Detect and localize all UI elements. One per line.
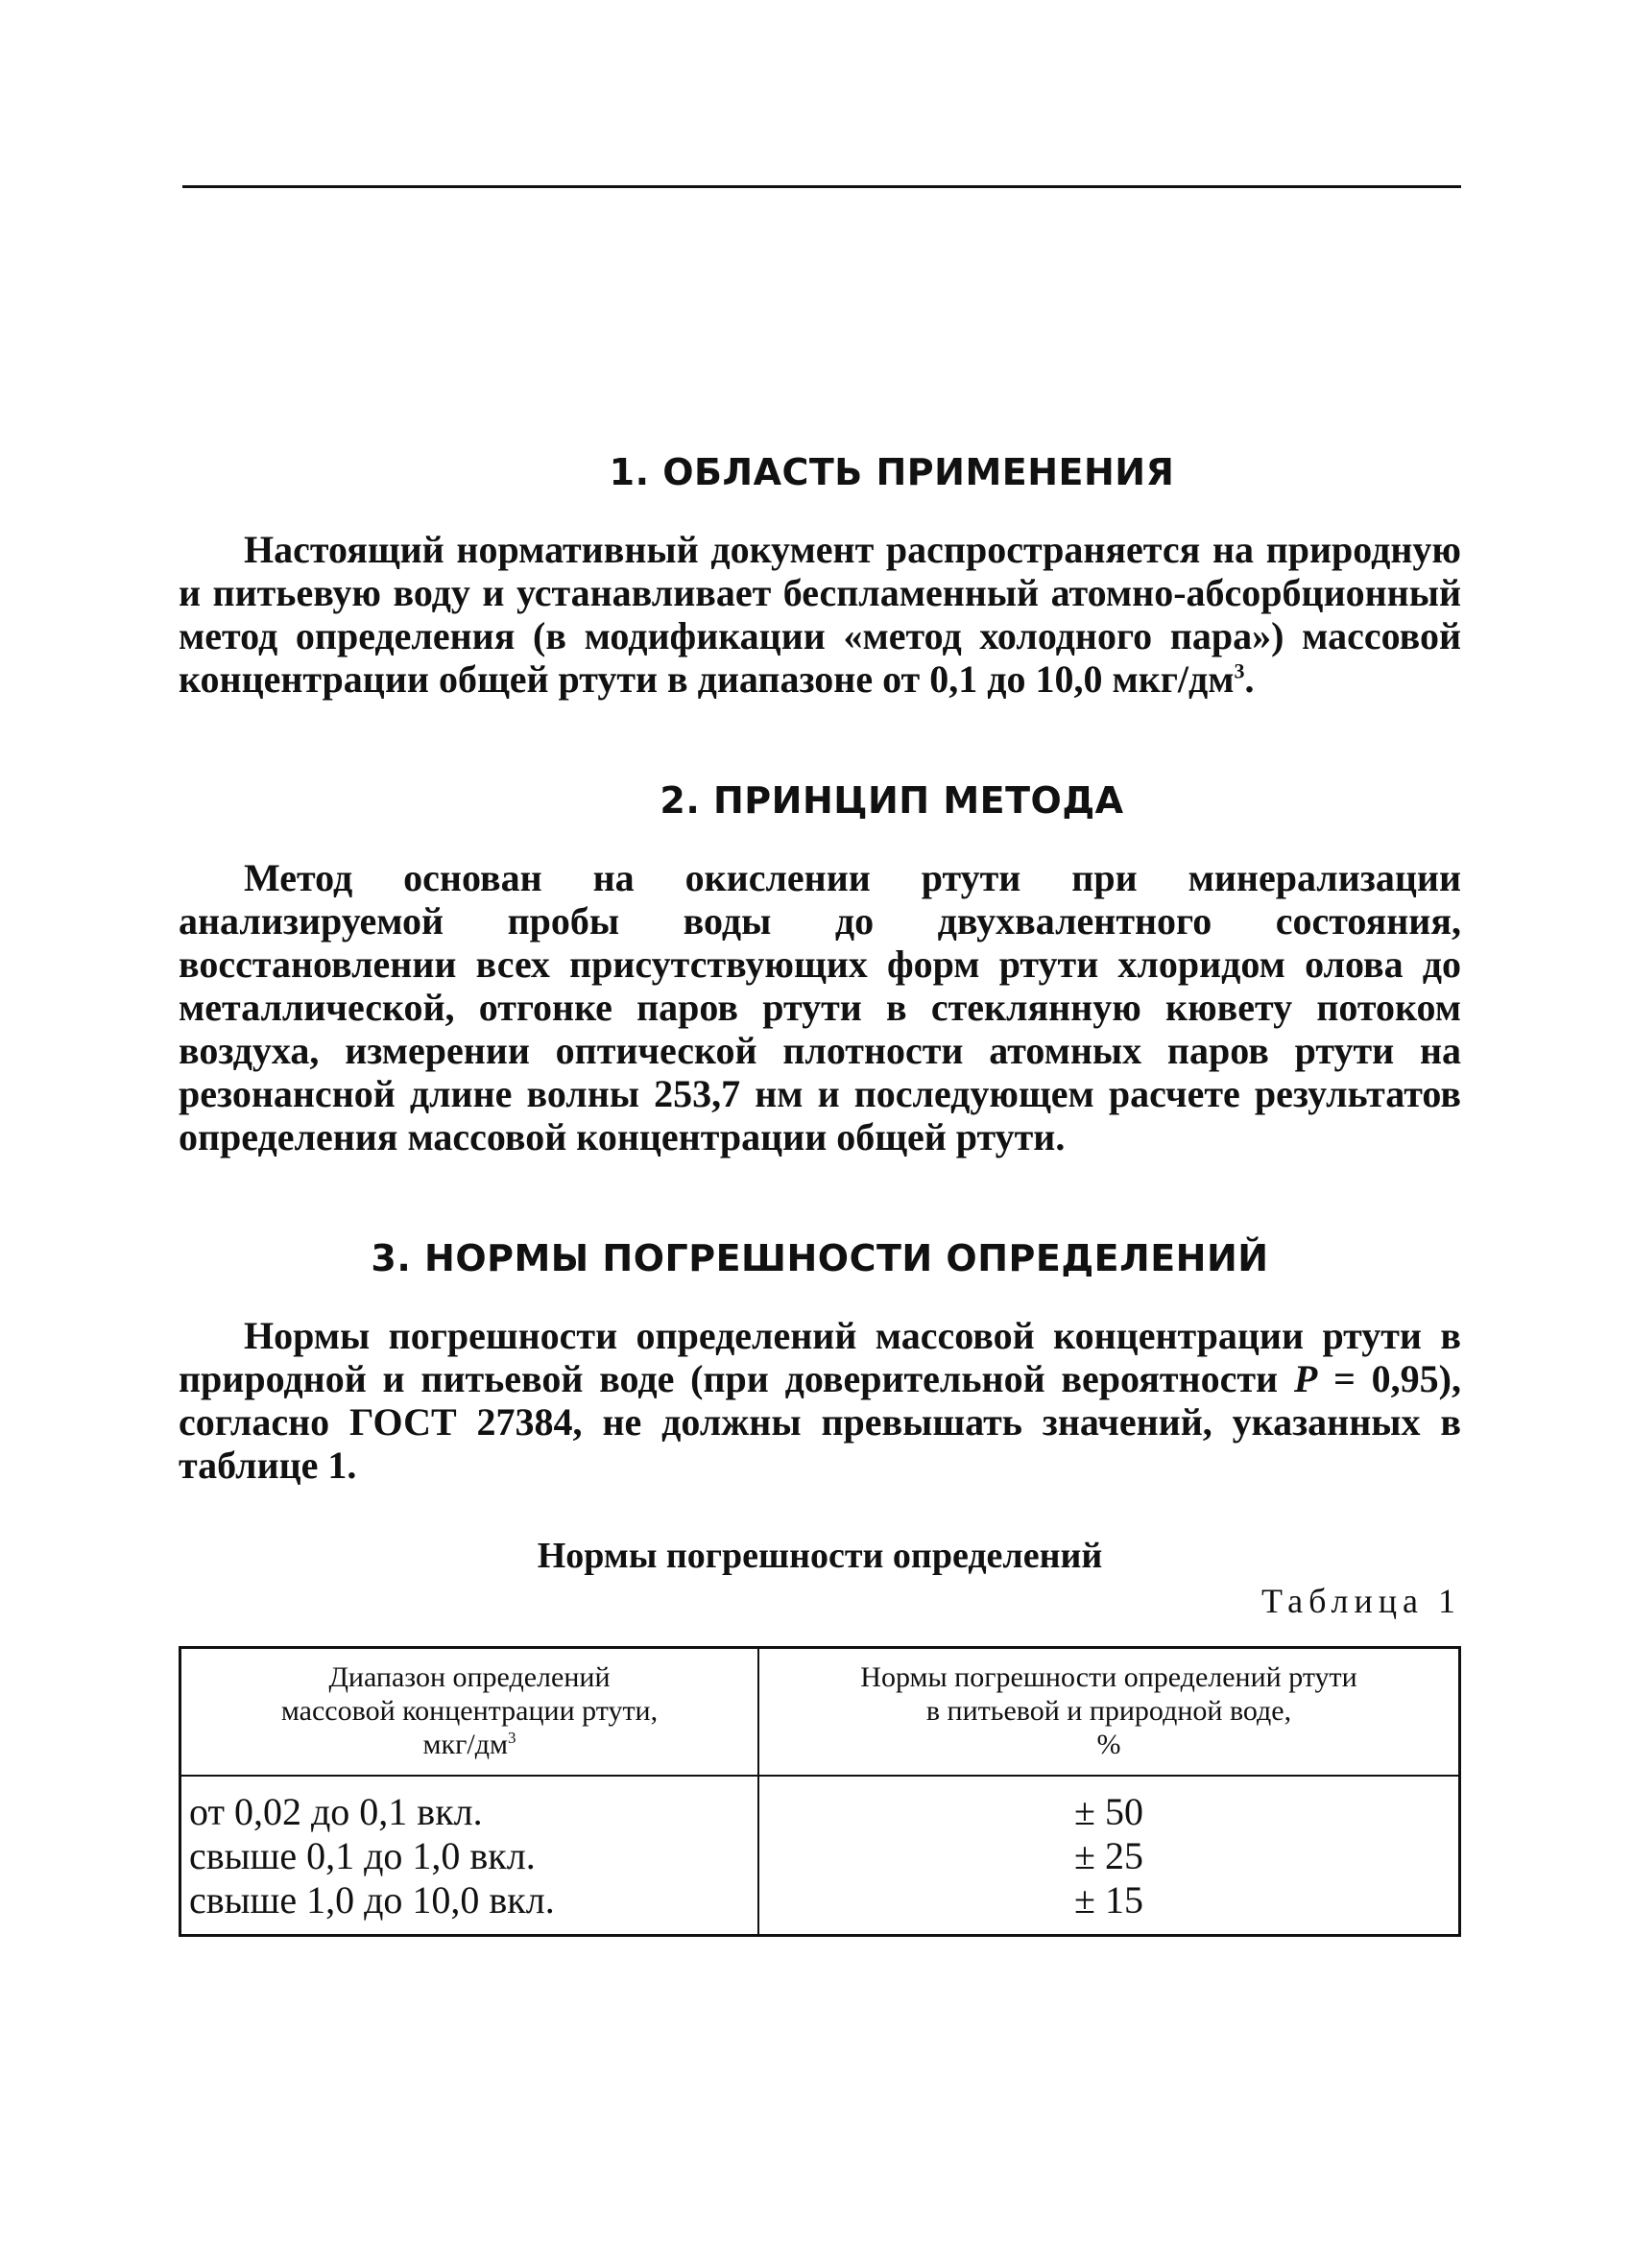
document-body <box>179 451 1461 1937</box>
section-1-paragraph: Настоящий нормативный документ распространяется на природную и питьевую воду и устанавливает беспламенный атомно-абсорбционный метод определения (в модификации «метод холодного пара») массовой концентрации общей ртути в диапазоне от 0,1 до 10,0 мкг/$дм^3$. <box>179 528 1461 701</box>
norm-cell <box>758 1776 1460 1936</box>
top-rule <box>182 185 1461 188</box>
section-2-heading: 2. ПРИНЦИП МЕТОДА <box>660 779 1124 822</box>
table-header-range: Диапазон определений массовой концентрации ртути, мкг/$дм^3$ <box>180 1648 759 1777</box>
range-cell <box>180 1776 759 1936</box>
range-value: свыше 1,0 до 10,0 вкл. <box>189 1878 555 1922</box>
norm-value: ± 15 <box>1074 1878 1143 1922</box>
table-row <box>180 1776 1460 1936</box>
norm-value: ± 50 <box>1074 1790 1143 1833</box>
range-value: от 0,02 до 0,1 вкл. <box>189 1790 483 1833</box>
section-1-heading: 1. ОБЛАСТЬ ПРИМЕНЕНИЯ <box>609 451 1175 493</box>
error-norms-table <box>179 1646 1461 1937</box>
table-header-norms: Нормы погрешности определений ртути в питьевой и природной воде, % <box>758 1648 1460 1777</box>
section-3-heading: 3. НОРМЫ ПОГРЕШНОСТИ ОПРЕДЕЛЕНИЙ <box>371 1237 1269 1279</box>
table-title: Нормы погрешности определений <box>537 1536 1103 1576</box>
section-2-paragraph: Метод основан на окислении ртути при минерализации анализируемой пробы воды до двухвалентного состояния, восстановлении всех присутствующих форм ртути хлоридом олова до металлической, отгонке паров ртути в стеклянную кювету потоком воздуха, измерении оптической плотности атомных паров ртути на резонансной длине волны 253,7 нм и последующем расчете результатов определения массовой концентрации общей ртути. <box>179 856 1461 1158</box>
table-label: Таблица 1 <box>1261 1582 1461 1620</box>
norm-value: ± 25 <box>1074 1834 1143 1877</box>
range-value: свыше 0,1 до 1,0 вкл. <box>189 1834 536 1877</box>
section-3-paragraph: Нормы погрешности определений массовой концентрации ртути в природной и питьевой воде (при доверительной вероятности P = 0,95), согласно ГОСТ 27384, не должны превышать значений, указанных в таблице 1. <box>179 1314 1461 1487</box>
